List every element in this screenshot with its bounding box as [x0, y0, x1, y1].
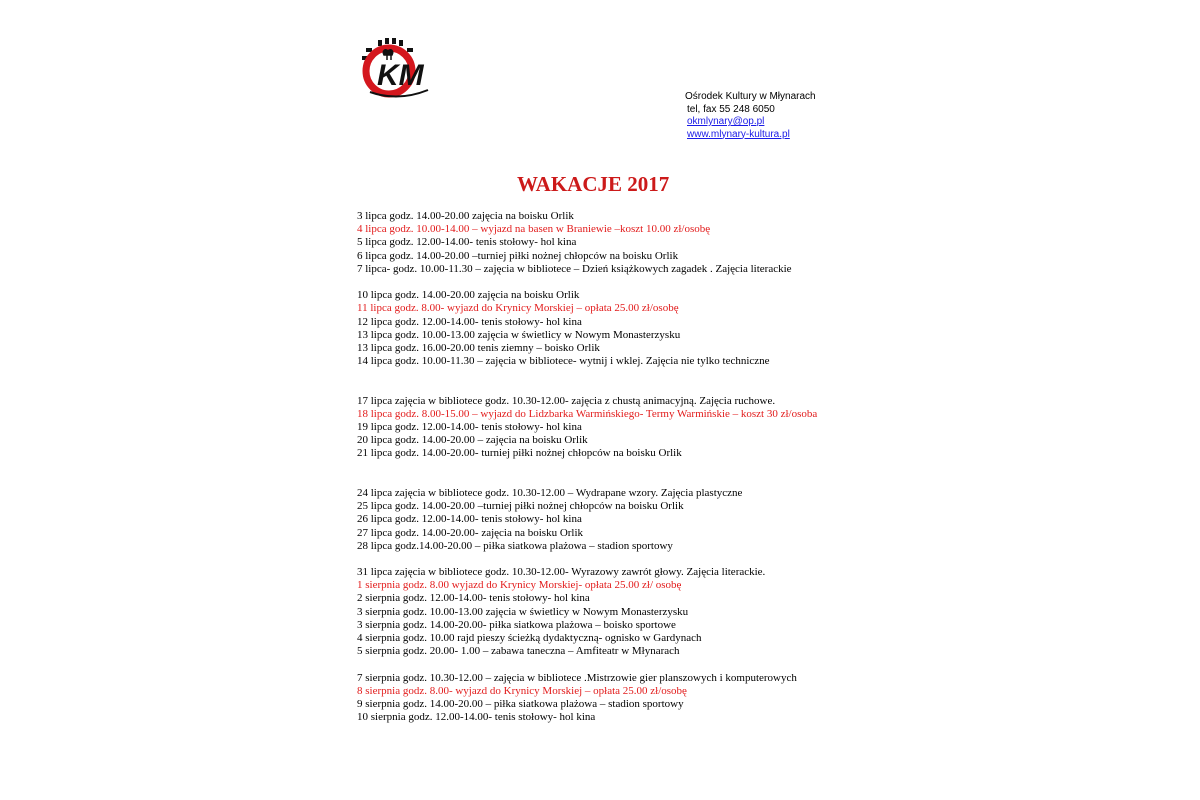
- schedule-entry: 10 sierpnia godz. 12.00-14.00- tenis stołowy- hol kina: [357, 711, 596, 724]
- schedule-entry: 9 sierpnia godz. 14.00-20.00 – piłka siatkowa plażowa – stadion sportowy: [357, 697, 684, 710]
- schedule-entry: 6 lipca godz. 14.00-20.00 –turniej piłki nożnej chłopców na boisku Orlik: [357, 249, 679, 262]
- week-group: [357, 566, 877, 658]
- contact-block: [685, 91, 816, 141]
- schedule-entry: 31 lipca zajęcia w bibliotece godz. 10.30-12.00- Wyrazowy zawrót głowy. Zajęcia literackie.: [357, 566, 766, 579]
- schedule-entry: 7 lipca- godz. 10.00-11.30 – zajęcia w bibliotece – Dzień książkowych zagadek . Zajęcia literackie: [357, 262, 792, 275]
- schedule-entry-trip: 11 lipca godz. 8.00- wyjazd do Krynicy Morskiej – opłata 25.00 zł/osobę: [357, 302, 679, 315]
- schedule-entry-trip: 4 lipca godz. 10.00-14.00 – wyjazd na basen w Braniewie –koszt 10.00 zł/osobę: [357, 223, 711, 236]
- spacer: [357, 276, 877, 289]
- week-group: [357, 672, 877, 725]
- schedule-entry: 3 sierpnia godz. 14.00-20.00- piłka siatkowa plażowa – boisko sportowe: [357, 618, 676, 631]
- schedule-entry: 12 lipca godz. 12.00-14.00- tenis stołowy- hol kina: [357, 315, 582, 328]
- schedule: [357, 210, 877, 724]
- organization-name: Ośrodek Kultury w Młynarach: [685, 91, 816, 102]
- phone-fax: tel, fax 55 248 6050: [687, 103, 775, 115]
- email-link[interactable]: okmlynary@op.pl: [687, 116, 765, 127]
- spacer: [357, 368, 877, 394]
- logo-letters: KM: [377, 59, 424, 92]
- schedule-entry-trip: 18 lipca godz. 8.00-15.00 – wyjazd do Lidzbarka Warmińskiego- Termy Warmińskie – koszt 30 zł/osoba: [357, 407, 818, 420]
- schedule-entry: 10 lipca godz. 14.00-20.00 zajęcia na boisku Orlik: [357, 289, 580, 302]
- schedule-entry: 26 lipca godz. 12.00-14.00- tenis stołowy- hol kina: [357, 513, 582, 526]
- schedule-entry: 21 lipca godz. 14.00-20.00- turniej piłki nożnej chłopców na boisku Orlik: [357, 447, 682, 460]
- schedule-entry: 7 sierpnia godz. 10.30-12.00 – zajęcia w bibliotece .Mistrzowie gier planszowych i komputerowych: [357, 671, 797, 684]
- schedule-entry: 5 sierpnia godz. 20.00- 1.00 – zabawa taneczna – Amfiteatr w Młynarach: [357, 645, 680, 658]
- website-link[interactable]: www.mlynary-kultura.pl: [687, 128, 790, 140]
- schedule-entry-trip: 1 sierpnia godz. 8.00 wyjazd do Krynicy Morskiej- opłata 25.00 zł/ osobę: [357, 579, 682, 592]
- week-group: [357, 289, 877, 368]
- schedule-entry: 3 lipca godz. 14.00-20.00 zajęcia na boisku Orlik: [357, 210, 574, 222]
- km-logo: [358, 38, 458, 100]
- schedule-entry: 19 lipca godz. 12.00-14.00- tenis stołowy- hol kina: [357, 421, 582, 434]
- schedule-entry: 13 lipca godz. 16.00-20.00 tenis ziemny – boisko Orlik: [357, 341, 600, 354]
- schedule-entry: 2 sierpnia godz. 12.00-14.00- tenis stołowy- hol kina: [357, 592, 590, 605]
- schedule-entry: 17 lipca zajęcia w bibliotece godz. 10.30-12.00- zajęcia z chustą animacyjną. Zajęcia ruchowe.: [357, 394, 776, 407]
- schedule-entry: 28 lipca godz.14.00-20.00 – piłka siatkowa plażowa – stadion sportowy: [357, 539, 673, 552]
- spacer: [357, 658, 877, 671]
- week-group: [357, 395, 877, 461]
- schedule-entry: 27 lipca godz. 14.00-20.00- zajęcia na boisku Orlik: [357, 526, 584, 539]
- spacer: [357, 461, 877, 487]
- schedule-entry: 3 sierpnia godz. 10.00-13.00 zajęcia w świetlicy w Nowym Monasterzysku: [357, 605, 689, 618]
- week-group: [357, 487, 877, 553]
- week-group: [357, 210, 877, 276]
- schedule-entry: 25 lipca godz. 14.00-20.00 –turniej piłki nożnej chłopców na boisku Orlik: [357, 500, 684, 513]
- schedule-entry: 20 lipca godz. 14.00-20.00 – zajęcia na boisku Orlik: [357, 434, 588, 447]
- schedule-entry: 5 lipca godz. 12.00-14.00- tenis stołowy- hol kina: [357, 236, 577, 249]
- schedule-entry: 24 lipca zajęcia w bibliotece godz. 10.30-12.00 – Wydrapane wzory. Zajęcia plastyczne: [357, 486, 743, 499]
- schedule-entry-trip: 8 sierpnia godz. 8.00- wyjazd do Krynicy Morskiej – opłata 25.00 zł/osobę: [357, 684, 687, 697]
- schedule-entry: 13 lipca godz. 10.00-13.00 zajęcia w świetlicy w Nowym Monasterzysku: [357, 328, 681, 341]
- page-title: WAKACJE 2017: [517, 172, 670, 196]
- schedule-entry: 4 sierpnia godz. 10.00 rajd pieszy ścieżką dydaktyczną- ognisko w Gardynach: [357, 632, 702, 645]
- schedule-entry: 14 lipca godz. 10.00-11.30 – zajęcia w bibliotece- wytnij i wklej. Zajęcia nie tylko techniczne: [357, 355, 770, 368]
- spacer: [357, 553, 877, 566]
